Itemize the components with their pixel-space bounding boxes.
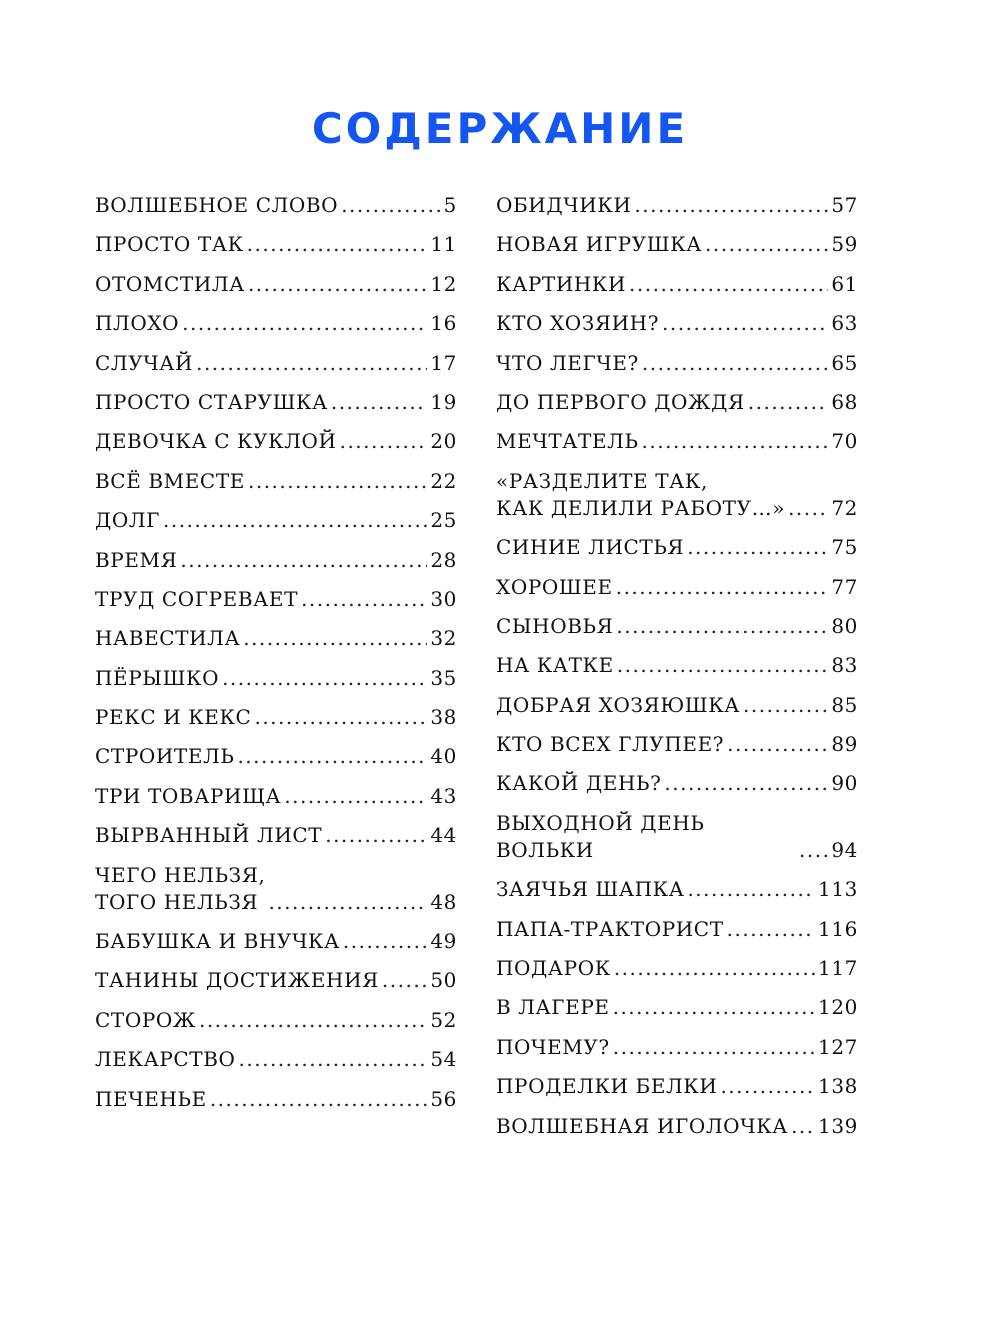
- toc-dot-leader: [325, 822, 427, 849]
- toc-entry-title: ОТОМСТИЛА: [95, 271, 245, 296]
- toc-dot-leader: [247, 231, 428, 258]
- toc-entry-title: ЧТО ЛЕГЧЕ?: [496, 350, 639, 375]
- toc-entry-page-number: 52: [430, 1007, 457, 1032]
- toc-dot-leader: [788, 495, 828, 522]
- toc-dot-leader: [243, 625, 427, 652]
- toc-entry[interactable]: [496, 1034, 858, 1061]
- toc-entry-title: ПЁРЫШКО: [95, 665, 220, 690]
- toc-entry[interactable]: [496, 468, 858, 522]
- toc-entry-page-number: 28: [430, 547, 457, 572]
- toc-dot-leader: [331, 389, 428, 416]
- toc-dot-leader: [727, 731, 828, 758]
- toc-entry[interactable]: [95, 967, 457, 994]
- toc-dot-leader: [382, 967, 427, 994]
- toc-entry[interactable]: [95, 468, 457, 495]
- toc-entry-title: ДО ПЕРВОГО ДОЖДЯ: [496, 389, 745, 414]
- toc-entry[interactable]: [496, 955, 858, 982]
- toc-entry-page-number: 120: [818, 995, 858, 1020]
- toc-entry-page-number: 16: [430, 311, 457, 336]
- toc-entry-page-number: 57: [831, 193, 858, 217]
- toc-entry[interactable]: [496, 692, 858, 719]
- toc-entry-page-number: 56: [430, 1086, 457, 1111]
- toc-entry[interactable]: [496, 574, 858, 601]
- toc-entry[interactable]: [95, 743, 457, 770]
- toc-dot-leader: [642, 350, 828, 377]
- toc-entry-page-number: 75: [831, 535, 858, 560]
- toc-entry[interactable]: [95, 547, 457, 574]
- toc-dot-leader: [743, 692, 828, 719]
- toc-dot-leader: [614, 955, 815, 982]
- toc-entry-page-number: 139: [818, 1113, 858, 1138]
- toc-dot-leader: [687, 534, 828, 561]
- toc-dot-leader: [799, 837, 828, 864]
- toc-dot-leader: [268, 889, 427, 916]
- toc-entry-title: ВОЛШЕБНОЕ СЛОВО: [95, 193, 339, 217]
- toc-dot-leader: [662, 310, 828, 337]
- toc-entry-title: СЛУЧАЙ: [95, 350, 194, 375]
- toc-entry-title: РЕКС И КЕКС: [95, 705, 252, 730]
- toc-entry-title: КТО ВСЕХ ГЛУПЕЕ?: [496, 732, 725, 757]
- toc-entry-page-number: 20: [430, 429, 457, 454]
- toc-dot-leader: [642, 428, 829, 455]
- toc-entry[interactable]: [95, 1046, 457, 1073]
- toc-entry-title: ТАНИНЫ ДОСТИЖЕНИЯ: [95, 968, 379, 993]
- toc-entry-title: ОБИДЧИКИ: [496, 193, 632, 217]
- toc-entry-page-number: 72: [831, 495, 858, 520]
- toc-entry[interactable]: [95, 507, 457, 534]
- toc-entry[interactable]: [95, 271, 457, 298]
- toc-dot-leader: [341, 192, 440, 219]
- toc-entry-title: ПРОДЕЛКИ БЕЛКИ: [496, 1074, 718, 1099]
- toc-entry-page-number: 17: [430, 350, 457, 375]
- toc-entry-page-number: 113: [818, 877, 858, 902]
- toc-dot-leader: [196, 350, 427, 377]
- page-title: СОДЕРЖАНИЕ: [311, 104, 689, 153]
- toc-dot-leader: [613, 1034, 815, 1061]
- toc-entry-title: ДЕВОЧКА С КУКЛОЙ: [95, 429, 337, 454]
- toc-dot-leader: [791, 1113, 815, 1140]
- toc-entry-page-number: 30: [430, 586, 457, 611]
- toc-dot-leader: [748, 389, 829, 416]
- toc-entry-title: МЕЧТАТЕЛЬ: [496, 429, 639, 454]
- toc-entry-page-number: 48: [430, 889, 457, 914]
- toc-entry[interactable]: [95, 822, 457, 849]
- toc-entry-page-number: 68: [831, 389, 858, 414]
- toc-entry-page-number: 5: [443, 193, 457, 217]
- toc-entry-page-number: 90: [831, 771, 858, 796]
- toc-entry-page-number: 63: [831, 311, 858, 336]
- toc-entry[interactable]: [95, 704, 457, 731]
- toc-entry-page-number: 94: [831, 837, 858, 862]
- toc-entry[interactable]: [496, 231, 858, 258]
- toc-entry-page-number: 89: [831, 732, 858, 757]
- toc-entry-page-number: 11: [430, 232, 457, 257]
- toc-entry-page-number: 22: [430, 468, 457, 493]
- toc-entry-page-number: 50: [430, 968, 457, 993]
- toc-entry[interactable]: [95, 231, 457, 258]
- toc-entry-page-number: 44: [430, 823, 457, 848]
- toc-entry-page-number: 65: [831, 350, 858, 375]
- toc-entry-title: ЛЕКАРСТВО: [95, 1047, 236, 1072]
- toc-dot-leader: [634, 192, 828, 219]
- toc-dot-leader: [687, 876, 815, 903]
- toc-dot-leader: [629, 271, 828, 298]
- toc-entry-page-number: 83: [831, 653, 858, 678]
- toc-entry[interactable]: [496, 192, 858, 219]
- toc-dot-leader: [239, 1046, 428, 1073]
- toc-entry-title: ПОЧЕМУ?: [496, 1034, 610, 1059]
- toc-entry-page-number: 77: [831, 574, 858, 599]
- toc-entry[interactable]: [95, 625, 457, 652]
- toc-dot-leader: [254, 704, 427, 731]
- toc-entry-title: НОВАЯ ИГРУШКА: [496, 232, 703, 257]
- toc-entry-title: ВЫХОДНОЙ ДЕНЬ ВОЛЬКИ: [496, 810, 705, 862]
- toc-dot-leader: [616, 574, 829, 601]
- toc-entry-title: ЗАЯЧЬЯ ШАПКА: [496, 877, 685, 902]
- toc-entry-title: ПАПА-ТРАКТОРИСТ: [496, 916, 724, 941]
- toc-entry[interactable]: [496, 271, 858, 298]
- toc-entry-title: ХОРОШЕЕ: [496, 574, 613, 599]
- toc-entry-title: НА КАТКЕ: [496, 653, 614, 678]
- toc-entry[interactable]: [95, 1086, 457, 1113]
- toc-entry-title: ДОЛГ: [95, 508, 160, 533]
- toc-dot-leader: [301, 586, 427, 613]
- toc-entry[interactable]: [95, 586, 457, 613]
- toc-entry[interactable]: [496, 310, 858, 337]
- toc-entry-title: СЫНОВЬЯ: [496, 613, 614, 638]
- toc-entry[interactable]: [496, 770, 858, 797]
- toc-entry-title: ТРИ ТОВАРИЩА: [95, 783, 282, 808]
- toc-entry-title: КАКОЙ ДЕНЬ?: [496, 771, 662, 796]
- toc-entry-page-number: 40: [430, 744, 457, 769]
- toc-dot-leader: [705, 231, 828, 258]
- toc-entry-page-number: 43: [430, 783, 457, 808]
- toc-entry-title: СИНИЕ ЛИСТЬЯ: [496, 535, 685, 560]
- toc-right-column: [496, 192, 858, 1152]
- toc-entry-title: ПРОСТО ТАК: [95, 232, 244, 257]
- toc-entry-page-number: 80: [831, 613, 858, 638]
- toc-dot-leader: [199, 1007, 427, 1034]
- toc-entry-title: КАРТИНКИ: [496, 271, 627, 296]
- toc-dot-leader: [727, 916, 815, 943]
- toc-dot-leader: [180, 547, 427, 574]
- toc-entry[interactable]: [496, 810, 858, 864]
- toc-entry[interactable]: [496, 389, 858, 416]
- toc-entry[interactable]: [496, 916, 858, 943]
- toc-entry-title: ДОБРАЯ ХОЗЯЮШКА: [496, 692, 741, 717]
- toc-entry-title: «РАЗДЕЛИТЕ ТАК, КАК ДЕЛИЛИ РАБОТУ…»: [496, 468, 786, 520]
- toc-entry[interactable]: [496, 1073, 858, 1100]
- toc-entry-title: СТРОИТЕЛЬ: [95, 744, 235, 769]
- toc-entry-page-number: 138: [818, 1074, 858, 1099]
- toc-entry-page-number: 70: [831, 429, 858, 454]
- toc-dot-leader: [163, 507, 427, 534]
- toc-entry[interactable]: [496, 534, 858, 561]
- toc-entry-page-number: 59: [831, 232, 858, 257]
- toc-dot-leader: [210, 1086, 428, 1113]
- toc-entry[interactable]: [95, 862, 457, 916]
- toc-entry-page-number: 127: [818, 1034, 858, 1059]
- toc-entry-title: БАБУШКА И ВНУЧКА: [95, 929, 340, 954]
- toc-entry-page-number: 54: [430, 1047, 457, 1072]
- toc-entry[interactable]: [496, 876, 858, 903]
- toc-entry-page-number: 32: [430, 626, 457, 651]
- toc-entry-page-number: 61: [831, 271, 858, 296]
- toc-dot-leader: [182, 310, 427, 337]
- toc-entry-title: ВОЛШЕБНАЯ ИГОЛОЧКА: [496, 1113, 789, 1138]
- toc-entry-page-number: 35: [430, 665, 457, 690]
- toc-entry-page-number: 85: [831, 692, 858, 717]
- toc-entry[interactable]: [496, 731, 858, 758]
- toc-entry[interactable]: [496, 1113, 858, 1140]
- toc-entry-page-number: 49: [430, 929, 457, 954]
- toc-entry-page-number: 38: [430, 705, 457, 730]
- toc-dot-leader: [664, 770, 828, 797]
- toc-entry-title: СТОРОЖ: [95, 1007, 196, 1032]
- toc-entry[interactable]: [496, 350, 858, 377]
- toc-entry-page-number: 117: [818, 956, 858, 981]
- toc-entry-title: КТО ХОЗЯИН?: [496, 311, 660, 336]
- toc-entry-title: ЧЕГО НЕЛЬЗЯ, ТОГО НЕЛЬЗЯ: [95, 862, 266, 914]
- toc-dot-leader: [617, 652, 829, 679]
- toc-entry-title: ПРОСТО СТАРУШКА: [95, 389, 328, 414]
- toc-left-column: [95, 192, 457, 1125]
- toc-entry-title: ВРЕМЯ: [95, 547, 178, 572]
- toc-entry[interactable]: [95, 350, 457, 377]
- toc-dot-leader: [343, 928, 427, 955]
- toc-dot-leader: [248, 468, 427, 495]
- toc-entry[interactable]: [496, 652, 858, 679]
- toc-dot-leader: [222, 665, 427, 692]
- toc-entry[interactable]: [496, 428, 858, 455]
- toc-dot-leader: [616, 613, 828, 640]
- toc-entry-page-number: 12: [430, 271, 457, 296]
- toc-entry[interactable]: [95, 783, 457, 810]
- toc-entry-title: ПЕЧЕНЬЕ: [95, 1086, 207, 1111]
- toc-entry[interactable]: [95, 928, 457, 955]
- toc-entry-title: ВСЁ ВМЕСТЕ: [95, 468, 245, 493]
- toc-entry-title: НАВЕСТИЛА: [95, 626, 241, 651]
- toc-entry[interactable]: [496, 613, 858, 640]
- toc-entry[interactable]: [95, 1007, 457, 1034]
- toc-entry[interactable]: [95, 310, 457, 337]
- toc-entry-title: ВЫРВАННЫЙ ЛИСТ: [95, 823, 323, 848]
- toc-dot-leader: [284, 783, 427, 810]
- toc-entry-page-number: 19: [430, 389, 457, 414]
- toc-entry[interactable]: [95, 428, 457, 455]
- toc-entry[interactable]: [496, 994, 858, 1021]
- toc-dot-leader: [237, 743, 427, 770]
- toc-dot-leader: [248, 271, 427, 298]
- toc-entry[interactable]: [95, 665, 457, 692]
- toc-entry-page-number: 25: [430, 508, 457, 533]
- toc-dot-leader: [720, 1073, 815, 1100]
- toc-entry-title: ТРУД СОГРЕВАЕТ: [95, 586, 299, 611]
- toc-entry-title: ПОДАРОК: [496, 956, 611, 981]
- toc-entry[interactable]: [95, 192, 457, 219]
- toc-entry-title: ПЛОХО: [95, 311, 180, 336]
- toc-entry-title: В ЛАГЕРЕ: [496, 995, 610, 1020]
- toc-dot-leader: [613, 994, 815, 1021]
- toc-entry[interactable]: [95, 389, 457, 416]
- toc-dot-leader: [340, 428, 428, 455]
- toc-entry-page-number: 116: [818, 916, 858, 941]
